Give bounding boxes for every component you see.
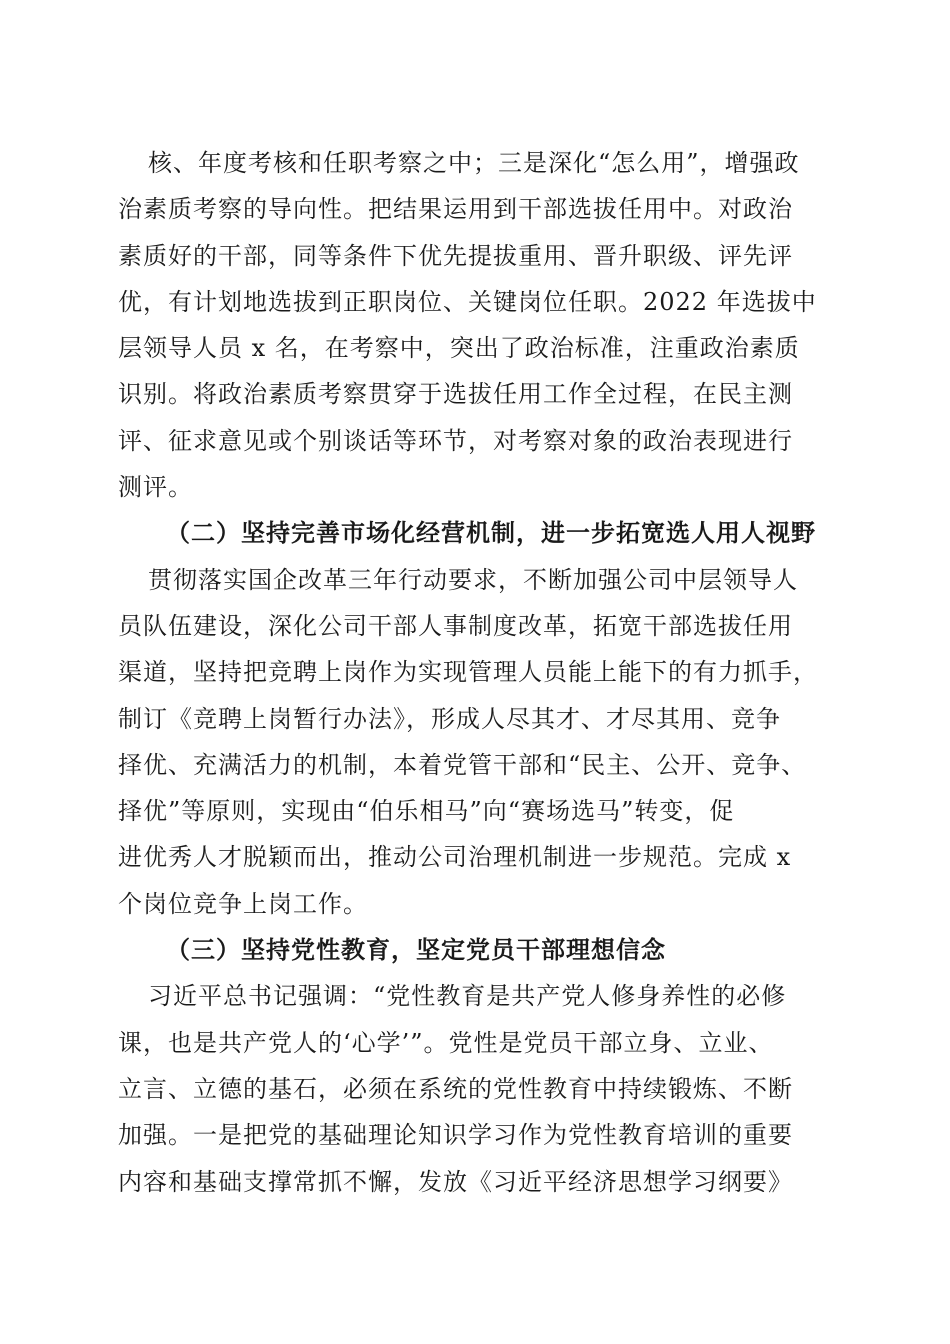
text-line: 评、征求意见或个别谈话等环节，对考察对象的政治表现进行 — [118, 426, 793, 455]
text-line: 加强。一是把党的基础理论知识学习作为党性教育培训的重要 — [118, 1121, 793, 1150]
text-line: 制订《竞聘上岗暂行办法》，形成人尽其才、才尽其用、竞争 — [118, 704, 781, 733]
text-line: 员队伍建设，深化公司干部人事制度改革，拓宽干部选拔任用 — [118, 611, 793, 640]
text-line: 习近平总书记强调：“党性教育是共产党人修身养性的必修 — [148, 982, 787, 1011]
text-line: 识别。将政治素质考察贯穿于选拔任用工作全过程，在民主测 — [118, 380, 793, 409]
text-line: 核、年度考核和任职考察之中；三是深化“怎么用”，增强政 — [148, 149, 800, 177]
text-line: 优，有计划地选拔到正职岗位、关键岗位任职。2022 年选拔中 — [118, 287, 817, 316]
text-line: 治素质考察的导向性。把结果运用到干部选拔任用中。对政治 — [118, 195, 793, 224]
text-line: 择优”等原则，实现由“伯乐相马”向“赛场选马”转变，促 — [118, 797, 735, 826]
text-line: 层领导人员 x 名，在考察中，突出了政治标准，注重政治素质 — [118, 334, 800, 363]
text-line: 素质好的干部，同等条件下优先提拔重用、晋升职级、评先评 — [118, 241, 793, 270]
section-heading-3: （三）坚持党性教育，坚定党员干部理想信念 — [166, 935, 666, 965]
text-line: 测评。 — [118, 473, 193, 502]
text-line: 渠道，坚持把竞聘上岗作为实现管理人员能上能下的有力抓手， — [118, 658, 818, 687]
text-line: 进优秀人才脱颖而出，推动公司治理机制进一步规范。完成 x — [118, 843, 792, 872]
text-line: 立言、立德的基石，必须在系统的党性教育中持续锻炼、不断 — [118, 1074, 793, 1103]
document-body — [118, 140, 838, 1205]
text-line: 内容和基础支撑常抓不懈，发放《习近平经济思想学习纲要》 — [118, 1167, 793, 1196]
text-line: 贯彻落实国企改革三年行动要求，不断加强公司中层领导人 — [148, 565, 798, 594]
text-line: 个岗位竞争上岗工作。 — [118, 889, 368, 918]
text-line: 课，也是共产党人的‘心学’”。党性是党员干部立身、立业、 — [118, 1028, 774, 1057]
text-line: 择优、充满活力的机制，本着党管干部和“民主、公开、竞争、 — [118, 750, 807, 779]
section-heading-2: （二）坚持完善市场化经营机制，进一步拓宽选人用人视野 — [166, 518, 816, 548]
